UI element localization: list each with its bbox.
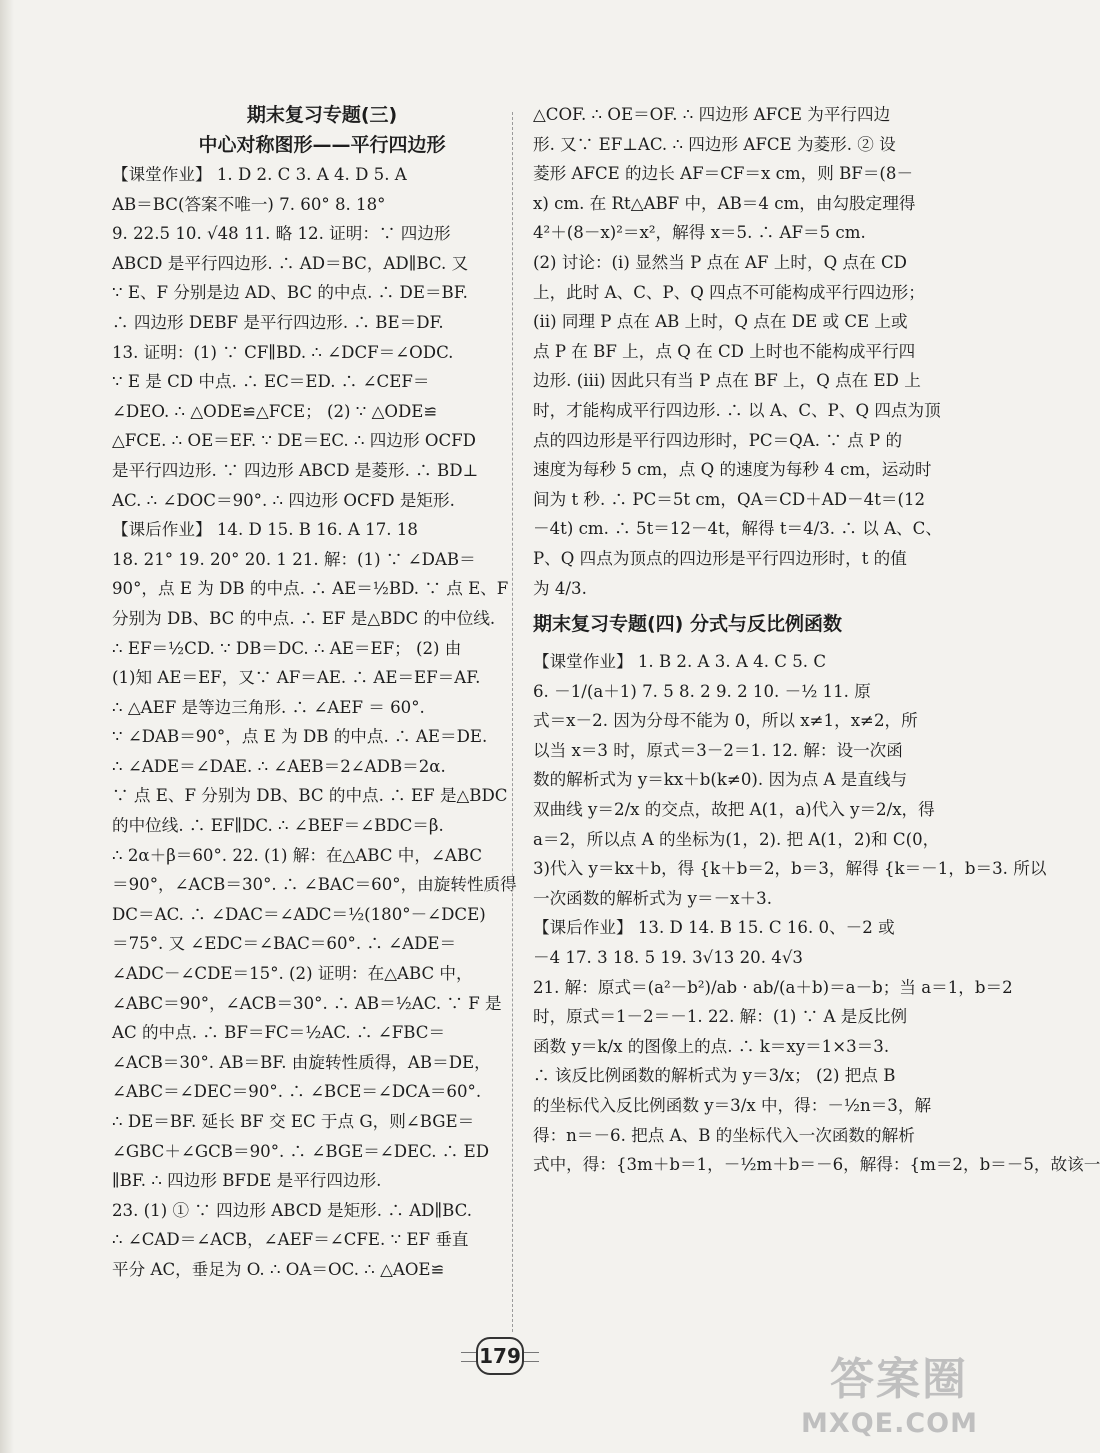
text-line: 【课后作业】 14. D 15. B 16. A 17. 18 [112, 520, 418, 540]
text-line: 21. 解：原式＝(a²－b²)/ab · ab/(a＋b)＝a－b；当 a＝1，b＝2 [533, 977, 1013, 997]
text-line: ∠GBC＋∠GCB＝90°. ∴ ∠BGE＝∠DEC. ∴ ED [112, 1141, 490, 1161]
text-line: 以当 x＝3 时，原式＝3－2＝1. 12. 解：设一次函 [533, 740, 903, 760]
text-line: 间为 t 秒. ∴ PC＝5t cm，QA＝CD＋AD－4t＝(12 [533, 489, 926, 509]
text-line: ∠DEO. ∴ △ODE≌△FCE； (2) ∵ △ODE≌ [112, 401, 438, 421]
watermark-url: MXQE.COM [801, 1408, 978, 1439]
section-title-3: 期末复习专题(三) [246, 104, 398, 126]
text-line: 平分 AC，垂足为 O. ∴ OA＝OC. ∴ △AOE≌ [112, 1259, 445, 1279]
column-divider [512, 112, 513, 1332]
text-line: 数的解析式为 y＝kx＋b(k≠0). 因为点 A 是直线与 [533, 770, 908, 790]
text-line: 双曲线 y＝2/x 的交点，故把 A(1，a)代入 y＝2/x，得 [533, 800, 935, 820]
watermark-logo [758, 1343, 978, 1439]
text-line: 一次函数的解析式为 y＝－x＋3. [533, 888, 772, 908]
text-line: △FCE. ∴ OE＝EF. ∵ DE＝EC. ∴ 四边形 OCFD [112, 431, 476, 451]
text-line: ∵ ∠DAB＝90°，点 E 为 DB 的中点. ∴ AE＝DE. [112, 727, 488, 747]
text-line: 点 P 在 BF 上，点 Q 在 CD 上时也不能构成平行四 [533, 341, 916, 361]
text-line: ∵ E、F 分别是边 AD、BC 的中点. ∴ DE＝BF. [112, 283, 468, 303]
section-subtitle-3: 中心对称图形——平行四边形 [198, 134, 446, 156]
text-line: P、Q 四点为顶点的四边形是平行四边形时，t 的值 [533, 548, 907, 568]
text-line: ∴ 四边形 DEBF 是平行四边形. ∴ BE＝DF. [112, 312, 444, 332]
text-line: ∥BF. ∴ 四边形 BFDE 是平行四边形. [112, 1171, 382, 1191]
text-line: ∠ACB＝30°. AB＝BF. 由旋转性质得，AB＝DE， [112, 1052, 491, 1072]
text-line: a＝2，所以点 A 的坐标为(1，2). 把 A(1，2)和 C(0， [533, 829, 940, 849]
text-line: 速度为每秒 5 cm，点 Q 的速度为每秒 4 cm，运动时 [533, 460, 932, 480]
text-line: 9. 22.5 10. √48 11. 略 12. 证明：∵ 四边形 [112, 224, 451, 244]
text-line: 时，原式＝1－2＝－1. 22. 解：(1) ∵ A 是反比例 [533, 1007, 908, 1027]
text-line: 【课后作业】 13. D 14. B 15. C 16. 0、－2 或 [533, 918, 895, 938]
text-line: 菱形 AFCE 的边长 AF＝CF＝x cm，则 BF＝(8－ [533, 164, 914, 184]
text-line: AC. ∴ ∠DOC＝90°. ∴ 四边形 OCFD 是矩形. [112, 490, 455, 510]
text-line: (ⅱ) 同理 P 点在 AB 上时，Q 点在 DE 或 CE 上或 [533, 312, 908, 332]
text-line: 边形. (ⅲ) 因此只有当 P 点在 BF 上，Q 点在 ED 上 [533, 371, 921, 391]
text-line: ∴ △AEF 是等边三角形. ∴ ∠AEF ＝ 60°. [112, 697, 425, 717]
text-line: 形. 又∵ EF⊥AC. ∴ 四边形 AFCE 为菱形. ② 设 [533, 134, 896, 154]
text-line: 为 4/3. [533, 578, 587, 598]
text-line: △COF. ∴ OE＝OF. ∴ 四边形 AFCE 为平行四边 [533, 105, 891, 124]
text-line: AC 的中点. ∴ BF＝FC＝½AC. ∴ ∠FBC＝ [112, 1023, 446, 1043]
text-line: x) cm. 在 Rt△ABF 中，AB＝4 cm，由勾股定理得 [533, 193, 916, 213]
text-line: 式＝x－2. 因为分母不能为 0，所以 x≠1，x≠2，所 [533, 711, 918, 731]
text-line: (1)知 AE＝EF，又∵ AF＝AE. ∴ AE＝EF＝AF. [112, 668, 481, 688]
left-text-block [112, 160, 532, 1285]
text-line: 函数 y＝k/x 的图像上的点. ∴ k＝xy＝1×3＝3. [533, 1036, 890, 1056]
text-line: 4²＋(8－x)²＝x²，解得 x＝5. ∴ AF＝5 cm. [533, 223, 866, 243]
page-number-badge [473, 1336, 527, 1376]
page-binding-edge [0, 0, 14, 1453]
text-line: ABCD 是平行四边形. ∴ AD＝BC，AD∥BC. 又 [112, 253, 469, 273]
text-line: ＝90°，∠ACB＝30°. ∴ ∠BAC＝60°，由旋转性质得 [112, 875, 517, 895]
left-column [112, 100, 532, 1285]
text-line: AB＝BC(答案不唯一) 7. 60° 8. 18° [112, 194, 386, 214]
text-line: 90°，点 E 为 DB 的中点. ∴ AE＝½BD. ∵ 点 E、F [112, 579, 509, 599]
right-text-block-a [533, 100, 953, 603]
text-line: 23. (1) ① ∵ 四边形 ABCD 是矩形. ∴ AD∥BC. [112, 1200, 473, 1220]
text-line: ∠ADC－∠CDE＝15°. (2) 证明：在△ABC 中， [112, 964, 473, 984]
page-number: 179 [476, 1337, 524, 1375]
text-line: 3)代入 y＝kx＋b，得 {k＋b＝2，b＝3，解得 {k＝－1，b＝3. 所以 [533, 859, 1047, 879]
watermark-title: 答案圈 [830, 1354, 968, 1405]
text-line: 得：n＝－6. 把点 A、B 的坐标代入一次函数的解析 [533, 1125, 915, 1145]
text-line: ∴ ∠CAD＝∠ACB，∠AEF＝∠CFE. ∵ EF 垂直 [112, 1230, 469, 1250]
text-line: 【课堂作业】 1. D 2. C 3. A 4. D 5. A [112, 165, 407, 184]
text-line: ∵ E 是 CD 中点. ∴ EC＝ED. ∴ ∠CEF＝ [112, 372, 430, 392]
text-line: 18. 21° 19. 20° 20. 1 21. 解：(1) ∵ ∠DAB＝ [112, 549, 476, 569]
text-line: 式中，得：{3m＋b＝1，－½m＋b＝－6，解得：{m＝2，b＝－5，故该一 [533, 1155, 1100, 1175]
text-line: ∴ EF＝½CD. ∵ DB＝DC. ∴ AE＝EF； (2) 由 [112, 638, 462, 658]
text-line: 是平行四边形. ∵ 四边形 ABCD 是菱形. ∴ BD⊥ [112, 460, 479, 480]
text-line: ∴ DE＝BF. 延长 BF 交 EC 于点 G，则∠BGE＝ [112, 1112, 475, 1131]
text-line: 的中位线. ∴ EF∥DC. ∴ ∠BEF＝∠BDC＝β. [112, 816, 444, 836]
text-line: ∴ ∠ADE＝∠DAE. ∴ ∠AEB＝2∠ADB＝2α. [112, 756, 446, 776]
text-line: 时，才能构成平行四边形. ∴ 以 A、C、P、Q 四点为顶 [533, 400, 941, 420]
text-line: 点的四边形是平行四边形时，PC＝QA. ∵ 点 P 的 [533, 430, 903, 450]
right-text-block-b [533, 647, 1100, 1180]
text-line: 【课堂作业】 1. B 2. A 3. A 4. C 5. C [533, 652, 827, 672]
text-line: 的坐标代入反比例函数 y＝3/x 中，得：－½n＝3，解 [533, 1096, 932, 1115]
text-line: ∴ 2α＋β＝60°. 22. (1) 解：在△ABC 中，∠ABC [112, 845, 483, 865]
text-line: ∴ 该反比例函数的解析式为 y＝3/x； (2) 把点 B [533, 1066, 896, 1086]
text-line: ∠ABC＝90°，∠ACB＝30°. ∴ AB＝½AC. ∵ F 是 [112, 993, 502, 1013]
text-line: 6. －1/(a＋1) 7. 5 8. 2 9. 2 10. －½ 11. 原 [533, 681, 871, 701]
section-title-4: 期末复习专题(四) 分式与反比例函数 [533, 613, 842, 636]
text-line: －4 17. 3 18. 5 19. 3√13 20. 4√3 [533, 948, 803, 968]
text-line: ＝75°. 又 ∠EDC＝∠BAC＝60°. ∴ ∠ADE＝ [112, 934, 457, 954]
text-line: (2) 讨论：(ⅰ) 显然当 P 点在 AF 上时，Q 点在 CD [533, 252, 907, 272]
text-line: 13. 证明：(1) ∵ CF∥BD. ∴ ∠DCF＝∠ODC. [112, 342, 454, 362]
text-line: 分别为 DB、BC 的中点. ∴ EF 是△BDC 的中位线. [112, 608, 496, 628]
text-line: DC＝AC. ∴ ∠DAC＝∠ADC＝½(180°－∠DCE) [112, 904, 486, 924]
right-column [533, 100, 1100, 1180]
text-line: －4t) cm. ∴ 5t＝12－4t，解得 t＝4/3. ∴ 以 A、C、 [533, 519, 942, 539]
text-line: 上，此时 A、C、P、Q 四点不可能构成平行四边形； [533, 282, 925, 302]
text-line: ∵ 点 E、F 分别为 DB、BC 的中点. ∴ EF 是△BDC [112, 786, 508, 806]
text-line: ∠ABC＝∠DEC＝90°. ∴ ∠BCE＝∠DCA＝60°. [112, 1082, 482, 1102]
